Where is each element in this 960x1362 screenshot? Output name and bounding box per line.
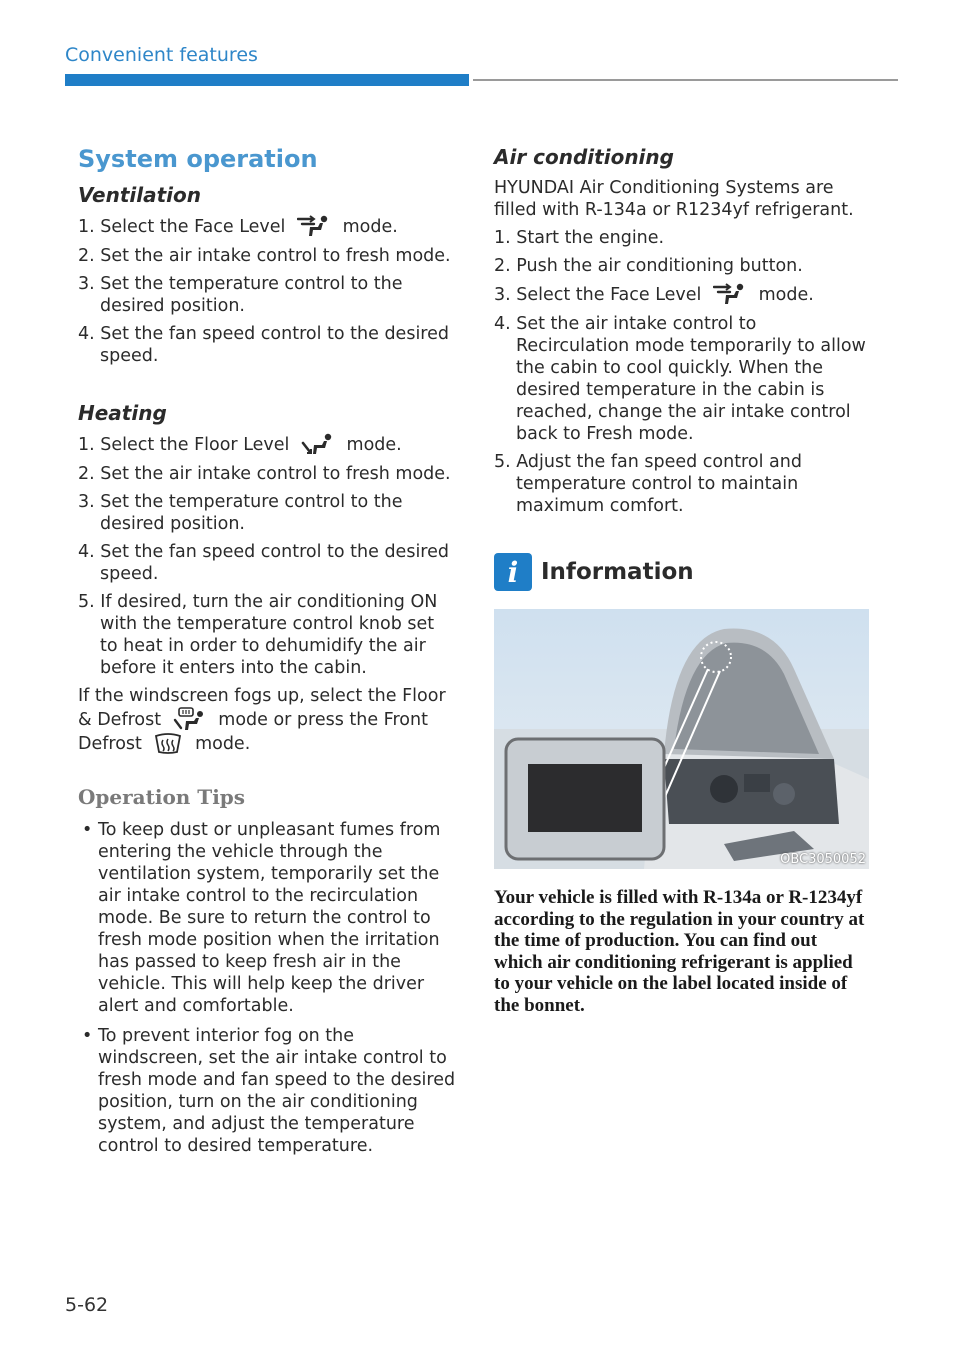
- defrost-paragraph: If the windscreen fogs up, select the Floor & Defrost mode or press the Front Defrost mode.: [78, 686, 446, 754]
- heating-heading: Heating: [78, 401, 167, 425]
- floor-defrost-mode-icon: [173, 707, 207, 733]
- heating-step-4: 4. Set the fan speed control to the desired speed.: [78, 542, 449, 584]
- front-defrost-icon: [153, 733, 183, 755]
- heating-step-1: 1. Select the Floor Level mode.: [78, 435, 402, 455]
- ac-intro: HYUNDAI Air Conditioning Systems are filled with R-134a or R1234yf refrigerant.: [494, 178, 854, 220]
- ac-step-2: 2. Push the air conditioning button.: [494, 256, 803, 276]
- info-icon: i: [494, 553, 532, 591]
- ventilation-steps: [78, 215, 456, 367]
- information-note: Your vehicle is filled with R-134a or R-1234yf according to the regulation in your country at the time of production. You can find out which air conditioning refrigerant is applied to your vehicle on the label located inside of the bonnet.: [494, 887, 865, 1016]
- ac-step-1: 1. Start the engine.: [494, 228, 665, 248]
- heating-step-5: 5. If desired, turn the air conditioning ON with the temperature control knob set to heat in order to dehumidify the air before it enters into the cabin.: [78, 592, 438, 678]
- ac-step-3: 3. Select the Face Level mode.: [494, 285, 814, 305]
- ventilation-heading: Ventilation: [78, 183, 201, 207]
- heating-steps: [78, 433, 456, 679]
- photo-code: OBC3050052: [780, 852, 866, 867]
- bullet-icon: •: [82, 820, 93, 840]
- ac-step-5: 5. Adjust the fan speed control and temperature control to maintain maximum comfort.: [494, 452, 802, 516]
- ventilation-step-3: 3. Set the temperature control to the desired position.: [78, 274, 403, 316]
- ventilation-step-1: 1. Select the Face Level mode.: [78, 217, 398, 237]
- system-operation-title: System operation: [78, 145, 318, 173]
- ac-step-4: 4. Set the air intake control to Recirculation mode temporarily to allow the cabin to cool quickly. When the desired temperature in the cabin is reached, change the air intake control back to Fresh mode.: [494, 314, 866, 444]
- left-column: [78, 145, 456, 1165]
- page-number: 5-62: [65, 1294, 109, 1316]
- heating-step-3: 3. Set the temperature control to the desired position.: [78, 492, 403, 534]
- air-conditioning-heading: Air conditioning: [494, 145, 674, 169]
- information-header: [494, 553, 869, 591]
- heating-step-2: 2. Set the air intake control to fresh mode.: [78, 464, 451, 484]
- car-engine-illustration: [494, 609, 869, 869]
- information-title: Information: [541, 559, 694, 585]
- header-rule-thin: [473, 79, 898, 81]
- header-rule-thick: [65, 74, 469, 86]
- section-title: Convenient features: [65, 44, 258, 66]
- bonnet-label-photo: [494, 609, 869, 869]
- face-level-mode-icon: [713, 283, 747, 307]
- bullet-icon: •: [82, 1026, 93, 1046]
- operation-tips-list: [78, 819, 456, 1157]
- ventilation-step-4: 4. Set the fan speed control to the desired speed.: [78, 324, 449, 366]
- right-column: [494, 145, 869, 1016]
- ac-steps: [494, 227, 869, 517]
- tip-item: • To prevent interior fog on the windscreen, set the air intake control to fresh mode and fan speed to the desired position, turn on the air conditioning system, and adjust the temperature control to desired temperature.: [82, 1026, 456, 1156]
- tip-item: • To keep dust or unpleasant fumes from entering the vehicle through the ventilation system, temporarily set the air intake control to the recirculation mode. Be sure to return the control to fresh mode position when the irritation has passed to keep fresh air in the vehicle. This will help keep the driver alert and comfortable.: [82, 820, 441, 1016]
- ventilation-step-2: 2. Set the air intake control to fresh mode.: [78, 246, 451, 266]
- floor-level-mode-icon: [301, 433, 335, 457]
- operation-tips-heading: Operation Tips: [78, 785, 246, 809]
- face-level-mode-icon: [297, 215, 331, 239]
